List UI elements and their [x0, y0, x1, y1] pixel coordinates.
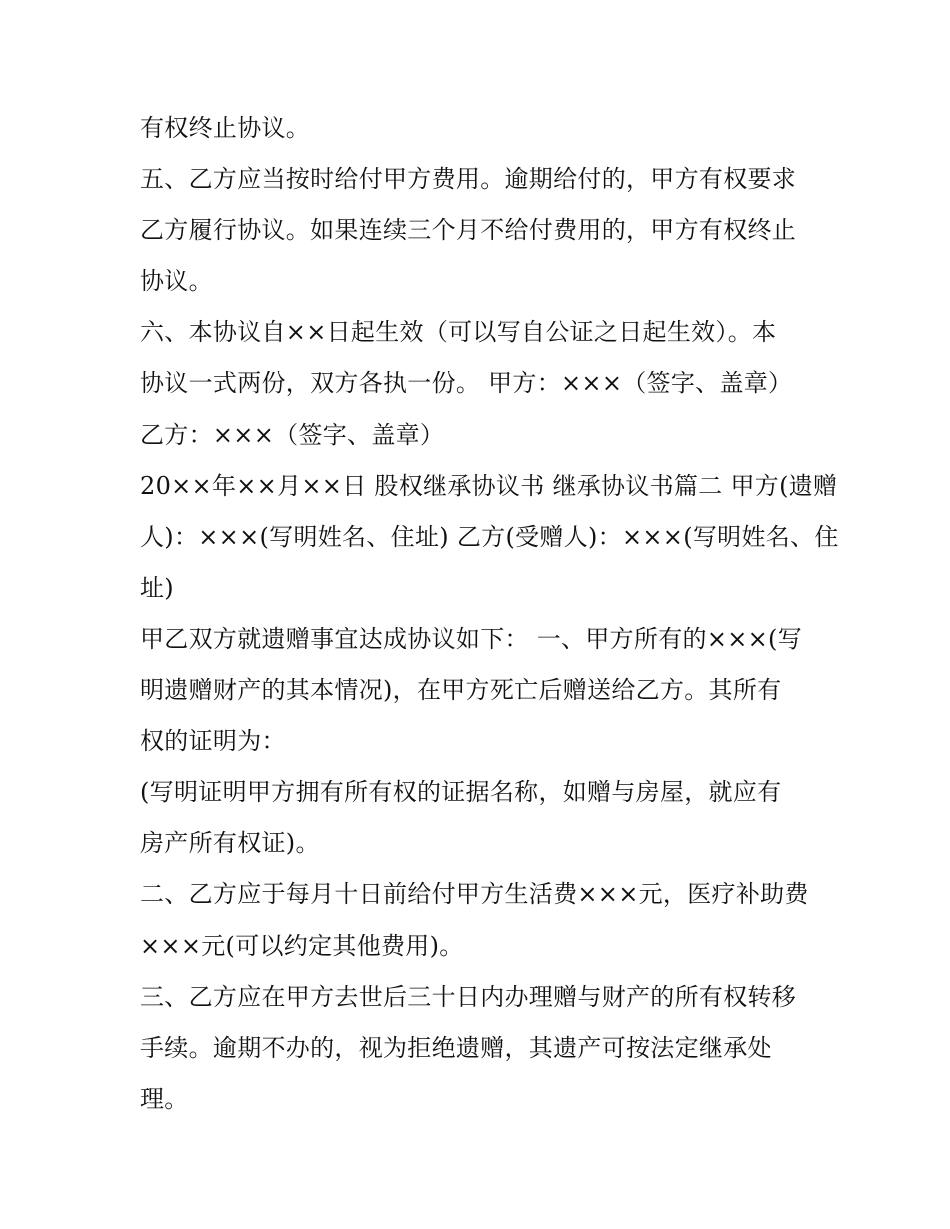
text-line: 手续。逾期不办的，视为拒绝遗赠，其遗产可按法定继承处	[140, 1033, 772, 1062]
text-line: 六、本协议自××日起生效（可以写自公证之日起生效）。本	[140, 318, 777, 347]
text-line: 三、乙方应在甲方去世后三十日内办理赠与财产的所有权转移	[140, 982, 797, 1011]
text-line: 乙方履行协议。如果连续三个月不给付费用的，甲方有权终止	[140, 216, 797, 245]
text-line: 协议。	[140, 267, 213, 296]
text-line: 有权终止协议。	[140, 114, 311, 142]
text-line: (写明证明甲方拥有所有权的证据名称，如赠与房屋，就应有	[140, 778, 782, 807]
text-line: 明遗赠财产的其本情况)，在甲方死亡后赠送给乙方。其所有	[140, 676, 782, 705]
text-line: 权的证明为：	[140, 727, 286, 756]
text-line: 甲乙双方就遗赠事宜达成协议如下： 一、甲方所有的×××(写	[140, 624, 803, 653]
document-body	[140, 103, 839, 1125]
text-line: 五、乙方应当按时给付甲方费用。逾期给付的，甲方有权要求	[140, 165, 797, 194]
text-line: 人)：×××(写明姓名、住址) 乙方(受赠人)：×××(写明姓名、住	[140, 522, 839, 551]
text-line: 理。	[140, 1084, 189, 1113]
text-line: 房产所有权证)。	[140, 829, 320, 858]
text-line: ×××元(可以约定其他费用)。	[140, 931, 464, 960]
text-line: 20××年××月××日 股权继承协议书 继承协议书篇二 甲方(遗赠	[140, 471, 838, 500]
text-line: 协议一式两份，双方各执一份。 甲方：×××（签字、盖章）	[140, 369, 793, 398]
text-line: 址)	[140, 573, 174, 602]
text-line: 乙方：×××（签字、盖章）	[140, 420, 445, 449]
text-line: 二、乙方应于每月十日前给付甲方生活费×××元，医疗补助费	[140, 880, 809, 909]
